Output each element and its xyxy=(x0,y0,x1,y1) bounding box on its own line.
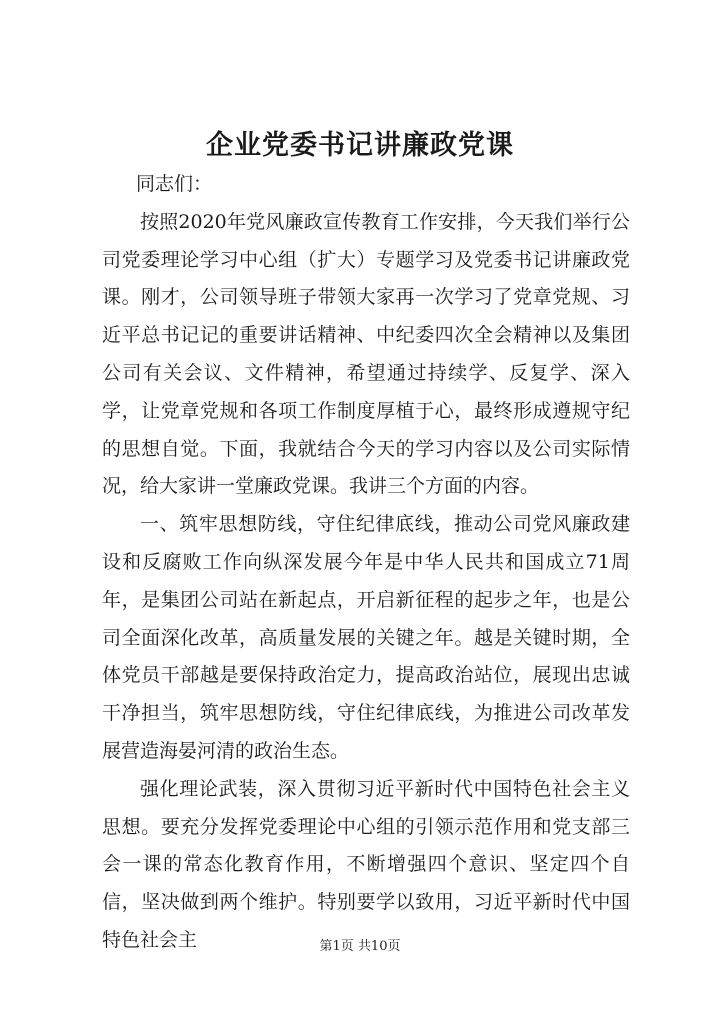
paragraph-section-one: 一、筑牢思想防线，守住纪律底线，推动公司党风廉政建设和反腐败工作向纵深发展今年是中华人民共和国成立71周年，是集团公司站在新起点，开启新征程的起步之年，也是公司全面深化改革，高质量发展的关键之年。越是关键时期，全体党员干部越是要保持政治定力，提高政治站位，展现出忠诚干净担当，筑牢思想防线，守住纪律底线，为推进公司改革发展营造海晏河清的政治生态。 xyxy=(102,513,630,762)
salutation: 同志们： xyxy=(136,173,213,195)
paragraph-theory-study: 强化理论武装，深入贯彻习近平新时代中国特色社会主义思想。要充分发挥党委理论中心组的引领示范作用和党支部三会一课的常态化教育作用，不断增强四个意识、坚定四个自信，坚决做到两个维护。特别要学以致用，习近平新时代中国特色社会主 xyxy=(102,777,630,951)
paragraph-intro: 按照2020年党风廉政宣传教育工作安排，今天我们举行公司党委理论学习中心组（扩大）专题学习及党委书记讲廉政党课。刚才，公司领导班子带领大家再一次学习了党章党规、习近平总书记记的重要讲话精神、中纪委四次全会精神以及集团公司有关会议、文件精神，希望通过持续学、反复学、深入学，让党章党规和各项工作制度厚植于心，最终形成遵规守纪的思想自觉。下面，我就结合今天的学习内容以及公司实际情况，给大家讲一堂廉政党课。我讲三个方面的内容。 xyxy=(102,210,630,498)
page-number-footer: 第1页 共10页 xyxy=(319,939,401,954)
document-title: 企业党委书记讲廉政党课 xyxy=(206,130,514,161)
document-body xyxy=(102,166,630,960)
